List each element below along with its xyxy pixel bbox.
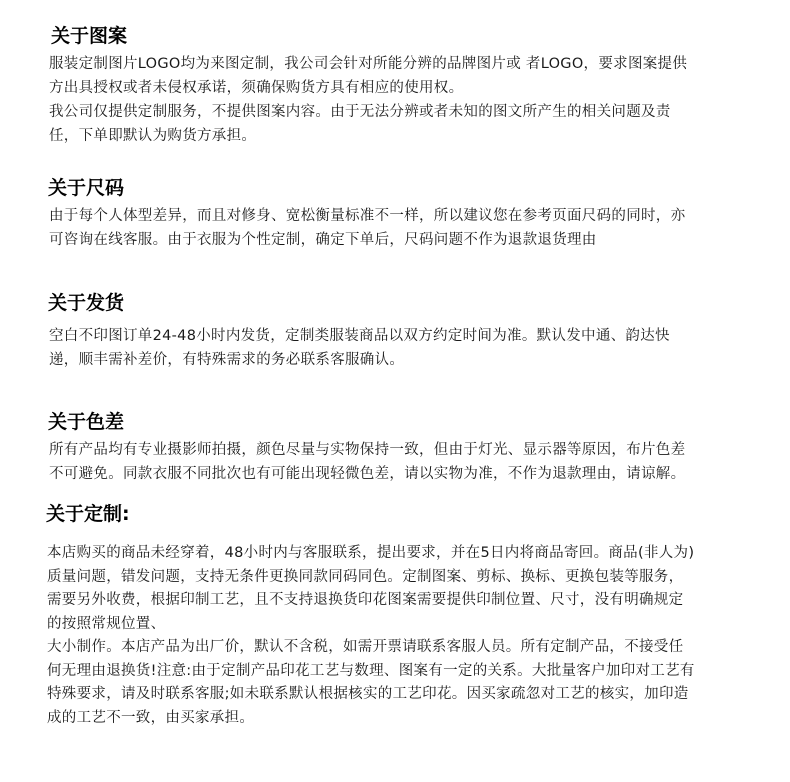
section-title-color-difference: 关于色差	[48, 411, 125, 433]
section-title-pattern: 关于图案	[51, 25, 128, 47]
customization-paragraph-1: 本店购买的商品未经穿着，48小时内与客服联系，提出要求，并在5日内将商品寄回。商品(非人为) 质量问题，错发问题，支持无条件更换同款同码同色。定制图案、剪标、换标、更换包装等服务， 需要另外收费，根据印制工艺，且不支持退换货印花图案需要提供印制位置、尺寸，没有明确规定 的按照常规位置、	[47, 545, 695, 632]
shipping-paragraph: 空白不印图订单24-48小时内发货，定制类服装商品以双方约定时间为准。默认发中通、韵达快 递，顺丰需补差价，有特殊需求的务必联系客服确认。	[49, 328, 670, 368]
color-difference-paragraph: 所有产品均有专业摄影师拍摄，颜色尽量与实物保持一致，但由于灯光、显示器等原因，布片色差 不可避免。同款衣服不同批次也有可能出现轻微色差，请以实物为准，不作为退款理由，请谅解。	[49, 442, 686, 482]
section-title-shipping: 关于发货	[48, 292, 125, 314]
customization-paragraph-2: 大小制作。本店产品为出厂价，默认不含税，如需开票请联系客服人员。所有定制产品，不接受任 何无理由退换货!注意:由于定制产品印花工艺与数理、图案有一定的关系。大批量客户加印对工艺有 特殊要求，请及时联系客服;如未联系默认根据核实的工艺印花。因买家疏忽对工艺的核实，加印造 成的工艺不一致，由买家承担。	[47, 639, 695, 726]
pattern-paragraph-2: 我公司仅提供定制服务，不提供图案内容。由于无法分辨或者未知的图文所产生的相关问题及责 任，下单即默认为购货方承担。	[49, 104, 671, 144]
pattern-paragraph-1: 服装定制图片LOGO均为来图定制，我公司会针对所能分辨的品牌图片或 者LOGO，要求图案提供 方出具授权或者未侵权承诺，须确保购货方具有相应的使用权。	[49, 56, 688, 96]
size-paragraph: 由于每个人体型差异，而且对修身、宽松衡量标准不一样，所以建议您在参考页面尺码的同时，亦 可咨询在线客服。由于衣服为个性定制，确定下单后，尺码问题不作为退款退货理由	[49, 208, 686, 248]
section-title-customization: 关于定制:	[46, 503, 130, 525]
section-title-size: 关于尺码	[48, 177, 125, 199]
